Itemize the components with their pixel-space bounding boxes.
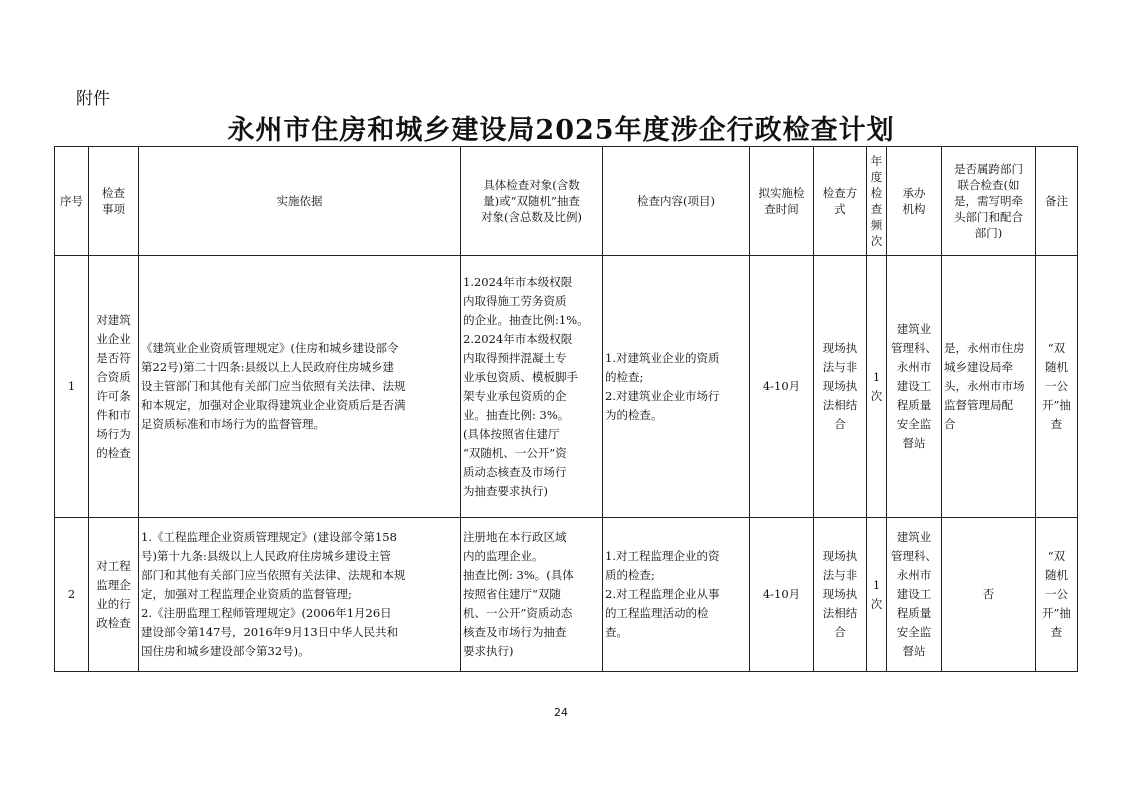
header-joint-inspection (942, 147, 1036, 256)
cell-line: 合资质 (96, 369, 131, 384)
cell-line: 建设工 (896, 587, 932, 601)
cell-line: 否 (982, 587, 995, 601)
cell-line: 机构 (902, 202, 926, 216)
cell-line: 程质量 (896, 398, 932, 412)
header-time (750, 147, 814, 256)
cell-line: 2.对建筑业企业市场行 (605, 388, 720, 403)
cell-line: 件和市 (96, 407, 131, 422)
cell-line: 建筑业 (896, 530, 932, 544)
cell-line: 为的检查。 (605, 407, 663, 422)
cell-line: 2.2024年市本级权限 (463, 331, 573, 346)
cell-line: 现场执 (822, 379, 858, 393)
cell-line: 事项 (102, 202, 125, 216)
cell-line: 头部门和配合 (954, 210, 1023, 224)
cell-line: 法相结 (822, 606, 858, 620)
row-joint-inspection (942, 256, 1036, 518)
cell-line: 的企业。抽查比例:1%。 (463, 312, 589, 327)
cell-line: 查 (1050, 625, 1063, 639)
cell-line: 随机 (1045, 568, 1068, 582)
row-organization (887, 518, 942, 672)
row-no: 2 (55, 518, 89, 672)
row-no: 1 (55, 256, 89, 518)
cell-line: 督站 (902, 436, 926, 450)
cell-line: 法相结 (822, 398, 858, 412)
cell-line: 管理科、 (891, 341, 937, 355)
row-item (89, 256, 139, 518)
cell-line: 机、一公开”资质动态 (463, 606, 573, 620)
cell-line: 建设工 (896, 379, 932, 393)
cell-line: 合 (944, 417, 956, 431)
cell-line: 式 (834, 202, 846, 216)
cell-line: 注册地在本行政区域 (463, 530, 567, 544)
row-method (814, 256, 867, 518)
header-basis (139, 147, 461, 256)
row-basis (139, 256, 461, 518)
cell-line: 现场执 (822, 549, 858, 563)
cell-line: 国住房和城乡建设部令第32号)。 (141, 644, 310, 658)
cell-line: 检查 (102, 186, 125, 200)
cell-line: 2.《注册监理工程师管理规定》(2006年1月26日 (141, 606, 392, 620)
row-targets (461, 256, 603, 518)
row-time: 4-10月 (750, 518, 814, 672)
cell-line: 管理科、 (891, 549, 937, 563)
cell-line: 合 (834, 625, 846, 639)
cell-line: 是否属跨部门 (954, 162, 1023, 176)
cell-line: 年 (870, 154, 883, 168)
cell-line: 查。 (605, 625, 628, 639)
cell-line: 建筑业 (896, 322, 932, 336)
cell-line: 合 (834, 417, 846, 431)
cell-line: 第22号)第二十四条:县级以上人民政府住房城乡建 (141, 360, 394, 374)
cell-line: (具体按照省住建厅 (463, 426, 560, 441)
cell-line: 是，永州市住房 (944, 341, 1025, 355)
cell-line: 联合检查(如 (957, 178, 1020, 192)
cell-line: 督站 (902, 644, 926, 658)
row-organization (887, 256, 942, 518)
cell-line: 场行为 (96, 426, 131, 441)
cell-line: 程质量 (896, 606, 932, 620)
cell-line: 部门和其他有关部门应当依照有关法律、法规和本规 (141, 568, 406, 582)
cell-line: 永州市 (896, 568, 932, 582)
table-header-row (55, 147, 1078, 256)
cell-line: 拟实施检 (758, 186, 805, 200)
cell-line: 许可条 (96, 388, 131, 403)
header-no (55, 147, 89, 256)
header-targets (461, 147, 603, 256)
row-method (814, 518, 867, 672)
cell-line: 核查及市场行为抽查 (463, 625, 567, 639)
table-row (55, 518, 1078, 672)
row-targets (461, 518, 603, 672)
attachment-label: 附件 (76, 89, 110, 109)
cell-line: 法与非 (822, 568, 858, 582)
cell-line: 对建筑 (96, 312, 131, 327)
row-time: 4-10月 (750, 256, 814, 518)
cell-line: 抽查比例: 3%。(具体 (463, 568, 574, 582)
cell-line: 检 (870, 186, 883, 200)
row-item (89, 518, 139, 672)
cell-line: 具体检查对象(含数 (483, 178, 580, 192)
page-number: 24 (554, 706, 568, 719)
cell-line: 开”抽 (1042, 606, 1071, 620)
cell-line: 内取得施工劳务资质 (463, 293, 567, 308)
header-frequency (867, 147, 887, 256)
cell-line: 开”抽 (1042, 398, 1071, 412)
cell-line: 内取得预拌混凝土专 (463, 350, 567, 365)
cell-line: 1.《工程监理企业资质管理规定》(建设部令第158 (141, 530, 397, 544)
cell-line: 安全监 (896, 625, 932, 639)
cell-line: 对象(含总数及比例) (481, 210, 582, 224)
cell-line: 安全监 (896, 417, 932, 431)
cell-line: 备注 (1045, 194, 1068, 208)
cell-line: 的工程监理活动的检 (605, 606, 709, 620)
cell-line: 定，加强对工程监理企业资质的监督管理; (141, 587, 352, 601)
cell-line: 设主管部门和其他有关部门应当依照有关法律、法规 (141, 379, 406, 393)
cell-line: 业承包资质、模板脚手 (463, 369, 578, 384)
cell-line: 业的行 (96, 596, 131, 611)
cell-line: 检查方 (822, 186, 858, 200)
cell-line: 政检查 (96, 615, 131, 630)
cell-line: 架专业承包资质的企 (463, 388, 567, 403)
cell-line: 查 (870, 202, 883, 216)
cell-line: “双随机、一公开”资 (463, 445, 567, 460)
cell-line: 2.对工程监理企业从事 (605, 587, 720, 601)
cell-line: 号)第十九条:县级以上人民政府住房城乡建设主管 (141, 549, 391, 563)
cell-line: 内的监理企业。 (463, 549, 544, 563)
cell-line: 一公 (1045, 379, 1068, 393)
cell-line: 序号 (60, 194, 83, 208)
cell-line: 承办 (902, 186, 926, 200)
cell-line: 要求执行) (463, 644, 514, 658)
cell-line: 现场执 (822, 587, 858, 601)
cell-line: 业。抽查比例: 3%。 (463, 407, 570, 422)
row-remark (1036, 518, 1078, 672)
row-basis (139, 518, 461, 672)
cell-line: 的检查 (96, 445, 131, 460)
cell-line: 监督管理局配 (944, 398, 1013, 412)
cell-line: 《建筑业企业资质管理规定》(住房和城乡建设部令 (141, 341, 399, 355)
cell-line: 查时间 (764, 202, 799, 216)
cell-line: 1.2024年市本级权限 (463, 274, 573, 289)
cell-line: 量)或“双随机”抽查 (483, 194, 580, 208)
table-row (55, 256, 1078, 518)
cell-line: 查 (1050, 417, 1063, 431)
cell-line: 度 (870, 170, 883, 184)
cell-line: 现场执 (822, 341, 858, 355)
cell-line: 1.对建筑业企业的资质 (605, 350, 720, 365)
row-joint-inspection (942, 518, 1036, 672)
cell-line: 检查内容(项目) (637, 194, 715, 208)
cell-line: 是，需写明牵 (954, 194, 1023, 208)
cell-line: 头，永州市市场 (944, 379, 1025, 393)
cell-line: 建设部令第147号，2016年9月13日中华人民共和 (141, 625, 399, 639)
cell-line: “双 (1047, 341, 1066, 355)
cell-line: 法与非 (822, 360, 858, 374)
header-method (814, 147, 867, 256)
cell-line: 是否符 (96, 350, 131, 365)
cell-line: 1.对工程监理企业的资 (605, 549, 720, 563)
header-content (603, 147, 750, 256)
cell-line: 为抽查要求执行) (463, 483, 548, 498)
cell-line: 质动态核查及市场行 (463, 464, 567, 479)
row-frequency: 1次 (867, 518, 887, 672)
row-remark (1036, 256, 1078, 518)
cell-line: 质的检查; (605, 568, 655, 582)
cell-line: 次 (870, 234, 883, 248)
cell-line: 的检查; (605, 369, 644, 384)
cell-line: 按照省住建厅“双随 (463, 587, 561, 601)
cell-line: 频 (870, 218, 883, 232)
header-remark (1036, 147, 1078, 256)
cell-line: 随机 (1045, 360, 1068, 374)
cell-line: 一公 (1045, 587, 1068, 601)
header-item (89, 147, 139, 256)
cell-line: 业企业 (96, 331, 131, 346)
cell-line: 足资质标准和市场行为的监督管理。 (141, 417, 325, 431)
cell-line: 和本规定，加强对企业取得建筑业企业资质后是否满 (141, 398, 406, 412)
cell-line: 对工程 (96, 558, 131, 573)
inspection-plan-table (54, 146, 1078, 672)
page-title: 永州市住房和城乡建设局2025年度涉企行政检查计划 (227, 115, 895, 146)
row-content (603, 518, 750, 672)
cell-line: 永州市 (896, 360, 932, 374)
cell-line: 实施依据 (276, 194, 323, 208)
cell-line: 部门) (974, 226, 1003, 240)
cell-line: 监理企 (96, 577, 131, 592)
cell-line: “双 (1047, 549, 1066, 563)
row-frequency: 1次 (867, 256, 887, 518)
row-content (603, 256, 750, 518)
cell-line: 城乡建设局牵 (944, 360, 1013, 374)
header-organization (887, 147, 942, 256)
